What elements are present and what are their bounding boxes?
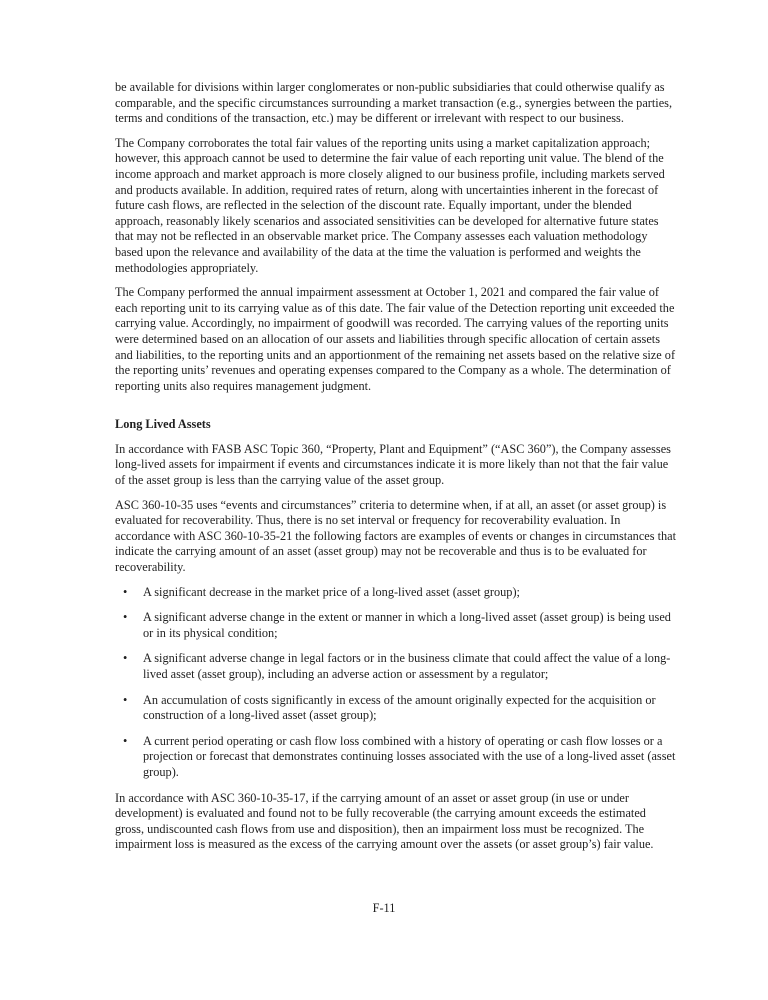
paragraph: The Company corroborates the total fair values of the reporting units using a market capitalization approach; however, this approach cannot be used to determine the fair value of each reporting unit value. The blend of the income approach and market approach is more closely aligned to our business profile, including markets served and products available. In addition, required rates of return, along with uncertainties inherent in the forecast of future cash flows, are reflected in the selection of the discount rate. Equally important, under the blended approach, reasonably likely scenarios and associated sensitivities can be developed for alternative future states that may not be reflected in an observable market price. The Company assesses each valuation methodology based upon the relevance and availability of the data at the time the valuation is performed and weights the methodologies appropriately. <box>115 135 665 275</box>
section-heading: Long Lived Assets <box>115 417 211 432</box>
bullet-icon: • <box>123 610 128 625</box>
list-item <box>115 693 677 724</box>
paragraph: In accordance with ASC 360-10-35-17, if the carrying amount of an asset or asset group (in use or under development) is evaluated and found not to be fully recoverable (the carrying amount exceeds the estimated gross, undiscounted cash flows from use and disposition), then an impairment loss must be recognized. The impairment loss is measured as the excess of the carrying amount over the assets (or asset group’s) fair value. <box>115 790 654 852</box>
list-item-text: A current period operating or cash flow loss combined with a history of operating or cash flow losses or a projection or forecast that demonstrates continuing losses associated with the use of a long-lived asset (asset group). <box>143 733 676 779</box>
bullet-list <box>115 585 677 781</box>
document-body <box>115 80 677 862</box>
list-item-text: An accumulation of costs significantly in excess of the amount originally expected for the acquisition or construction of a long-lived asset (asset group); <box>143 692 656 723</box>
list-item-text: A significant adverse change in legal factors or in the business climate that could affect the value of a long-lived asset (asset group), including an adverse action or assessment by a regulator; <box>143 651 671 681</box>
paragraph: ASC 360-10-35 uses “events and circumstances” criteria to determine when, if at all, an asset (or asset group) is evaluated for recoverability. Thus, there is no set interval or frequency for recoverability evaluation. In accordance with ASC 360-10-35-21 the following factors are examples of events or changes in circumstances that indicate the carrying amount of an asset (asset group) may not be recoverable and thus is to be evaluated for recoverability. <box>115 497 677 575</box>
list-item-text: A significant adverse change in the extent or manner in which a long-lived asset (asset group) is being used or in its physical condition; <box>143 610 671 640</box>
list-item <box>115 734 677 781</box>
list-item <box>115 651 677 682</box>
bullet-icon: • <box>123 692 128 707</box>
bullet-icon: • <box>123 651 128 666</box>
bullet-icon: • <box>123 584 128 599</box>
list-item <box>115 610 677 641</box>
list-item <box>115 585 677 601</box>
paragraph: be available for divisions within larger conglomerates or non-public subsidiaries that could otherwise qualify as comparable, and the specific circumstances surrounding a market transaction (e.g., synergies between the parties, terms and conditions of the transaction, etc.) may be different or irrelevant with respect to our business. <box>115 80 673 126</box>
list-item-text: A significant decrease in the market price of a long-lived asset (asset group); <box>143 584 520 599</box>
paragraph: The Company performed the annual impairment assessment at October 1, 2021 and compared the fair value of each reporting unit to its carrying value as of this date. The fair value of the Detection reporting unit exceeded the carrying value. Accordingly, no impairment of goodwill was recorded. The carrying values of the reporting units were determined based on an allocation of our assets and liabilities through specific allocation of certain assets and liabilities, to the reporting units and an apportionment of the remaining net assets based on the relative size of the reporting units’ revenues and operating expenses compared to the Company as a whole. The determination of reporting units also requires management judgment. <box>115 285 676 393</box>
bullet-icon: • <box>123 733 128 748</box>
paragraph: In accordance with FASB ASC Topic 360, “Property, Plant and Equipment” (“ASC 360”), the Company assesses long-lived assets for impairment if events and circumstances indicate it is more likely than not that the fair value of the asset group is less than the carrying value of the asset group. <box>115 441 671 488</box>
page-number: F-11 <box>372 901 396 915</box>
